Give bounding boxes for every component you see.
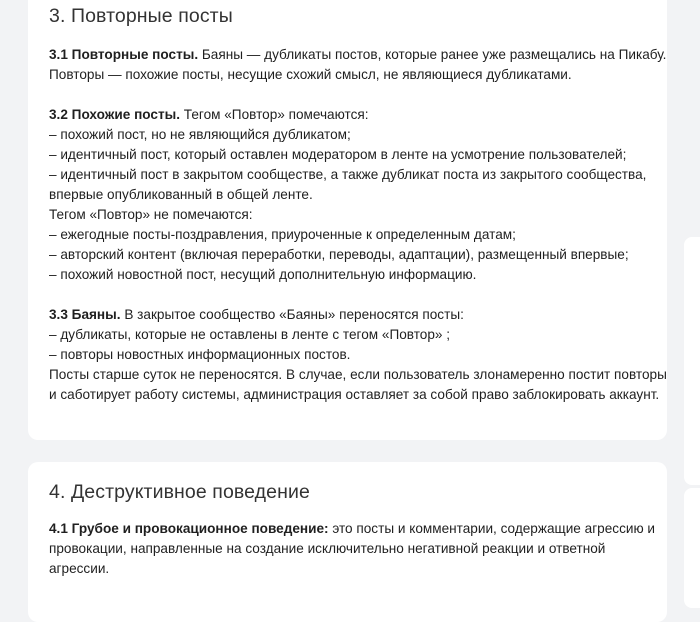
rule-lead: 4.1 Грубое и провокационное поведение: [49,521,329,536]
rule-text: – идентичный пост в закрытом сообществе, а также дубликат поста из закрытого сообщества, [49,167,647,182]
rule-lead: 3.2 Похожие посты. [49,107,181,122]
rules-section-card [28,462,667,622]
rule-text: – идентичный пост, который оставлен модератором в ленте на усмотрение пользователей; [49,147,627,162]
rules-section-card [28,0,667,440]
rule-text: – похожий пост, но не являющийся дубликатом; [49,127,351,142]
rule-text: агрессии. [49,561,110,576]
rule-lead: 3.1 Повторные посты. [49,47,199,62]
side-panel [684,237,700,485]
rule-text: – ежегодные посты-поздравления, приуроченные к определенным датам; [49,227,516,242]
rule-text: это посты и комментарии, содержащие агрессию и [328,521,656,536]
side-panel [684,488,700,608]
rule-4-1 [49,519,656,579]
rule-text: – повторы новостных информационных постов. [49,347,351,362]
rule-text: провокации, направленные на создание исключительно негативной реакции и ответной [49,541,606,556]
rule-3-2 [49,105,646,285]
rule-text: Тегом «Повтор» помечаются: [180,107,369,122]
rule-text: Посты старше суток не переносятся. В случае, если пользователь злонамеренно постит повторы [49,367,667,382]
rule-lead: 3.3 Баяны. [49,307,121,322]
rule-text: впервые опубликованный в общей ленте. [49,187,313,202]
rule-text: Баяны — дубликаты постов, которые ранее уже размещались на Пикабу. [198,47,667,62]
rule-text: – авторский контент (включая переработки, переводы, адаптации), размещенный впервые; [49,247,629,262]
rule-text: и саботирует работу системы, администрация оставляет за собой право заблокировать аккаунт. [49,387,660,402]
rule-text: Повторы — похожие посты, несущие схожий смысл, не являющиеся дубликатами. [49,67,572,82]
rule-3-1 [49,45,667,85]
section-title: 4. Деструктивное поведение [49,481,310,503]
rule-text: – похожий новостной пост, несущий дополнительную информацию. [49,267,477,282]
rule-text: В закрытое сообщество «Баяны» переносятся посты: [120,307,464,322]
section-title: 3. Повторные посты [49,5,233,27]
rule-text: – дубликаты, которые не оставлены в ленте с тегом «Повтор» ; [49,327,451,342]
rule-3-3 [49,305,667,405]
rule-text: Тегом «Повтор» не помечаются: [49,207,253,222]
